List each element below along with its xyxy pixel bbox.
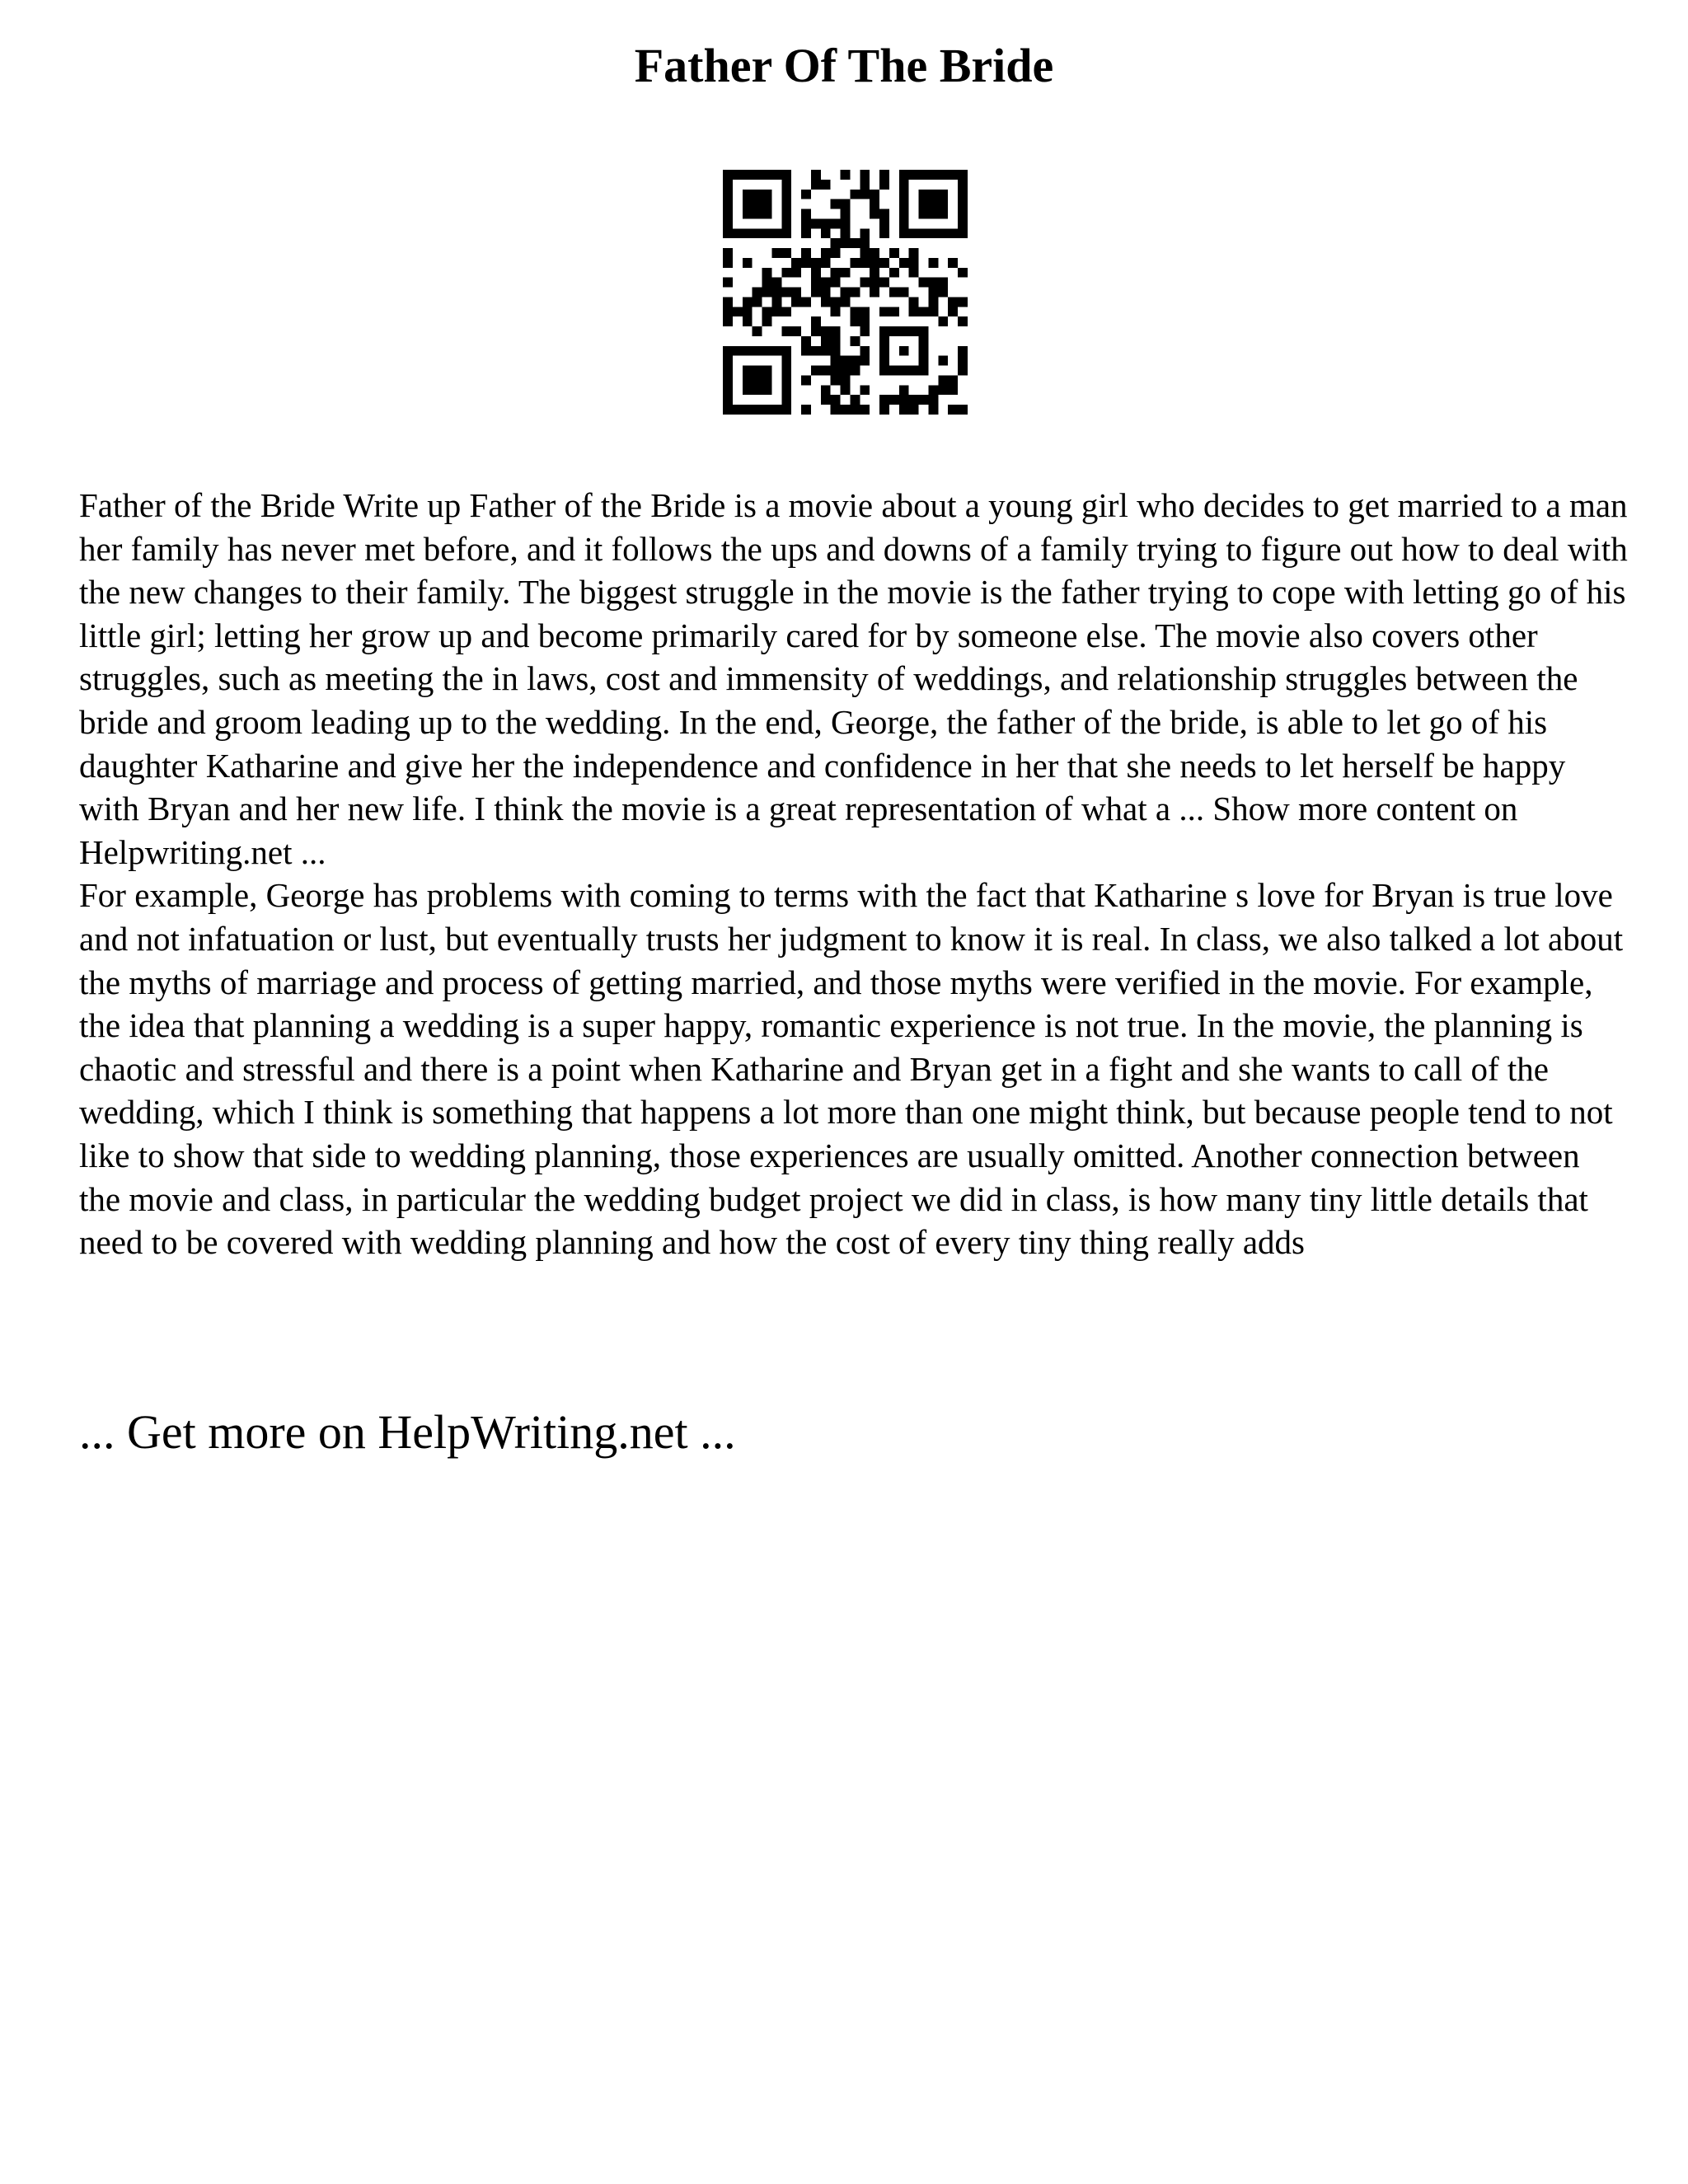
get-more-link[interactable]: ... Get more on HelpWriting.net ... bbox=[79, 1405, 736, 1459]
paragraph: For example, George has problems with coming to terms with the fact that Katharine s love for Bryan is true love and not infatuation or lust, but eventually trusts her judgment to know it is real. In class, we also talked a lot about the myths of marriage and process of getting married, and those myths were verified in the movie. For example, the idea that planning a wedding is a super happy, romantic experience is not true. In the movie, the planning is chaotic and stressful and there is a point when Katharine and Bryan get in a fight and she wants to call of the wedding, which I think is something that happens a lot more than one might think, but because people tend to not like to show that side to wedding planning, those experiences are usually omitted. Another connection between the movie and class, in particular the wedding budget project we did in class, is how many tiny little details that need to be covered with wedding planning and how the cost of every tiny thing really adds bbox=[79, 876, 1624, 1262]
qr-code-icon[interactable] bbox=[723, 170, 968, 415]
page-title: Father Of The Bride bbox=[634, 39, 1054, 92]
article-body bbox=[79, 484, 1629, 1264]
paragraph: Father of the Bride Write up Father of the Bride is a movie about a young girl who decides to get married to a man her family has never met before, and it follows the ups and downs of a family trying to figure out how to deal with the new changes to their family. The biggest struggle in the movie is the father trying to cope with letting go of his little girl; letting her grow up and become primarily cared for by someone else. The movie also covers other struggles, such as meeting the in laws, cost and immensity of weddings, and relationship struggles between the bride and groom leading up to the wedding. In the end, George, the father of the bride, is able to let go of his daughter Katharine and give her the independence and confidence in her that she needs to let herself be happy with Bryan and her new life. I think the movie is a great representation of what a ... Show more content on Helpwriting.net ... bbox=[79, 486, 1628, 871]
